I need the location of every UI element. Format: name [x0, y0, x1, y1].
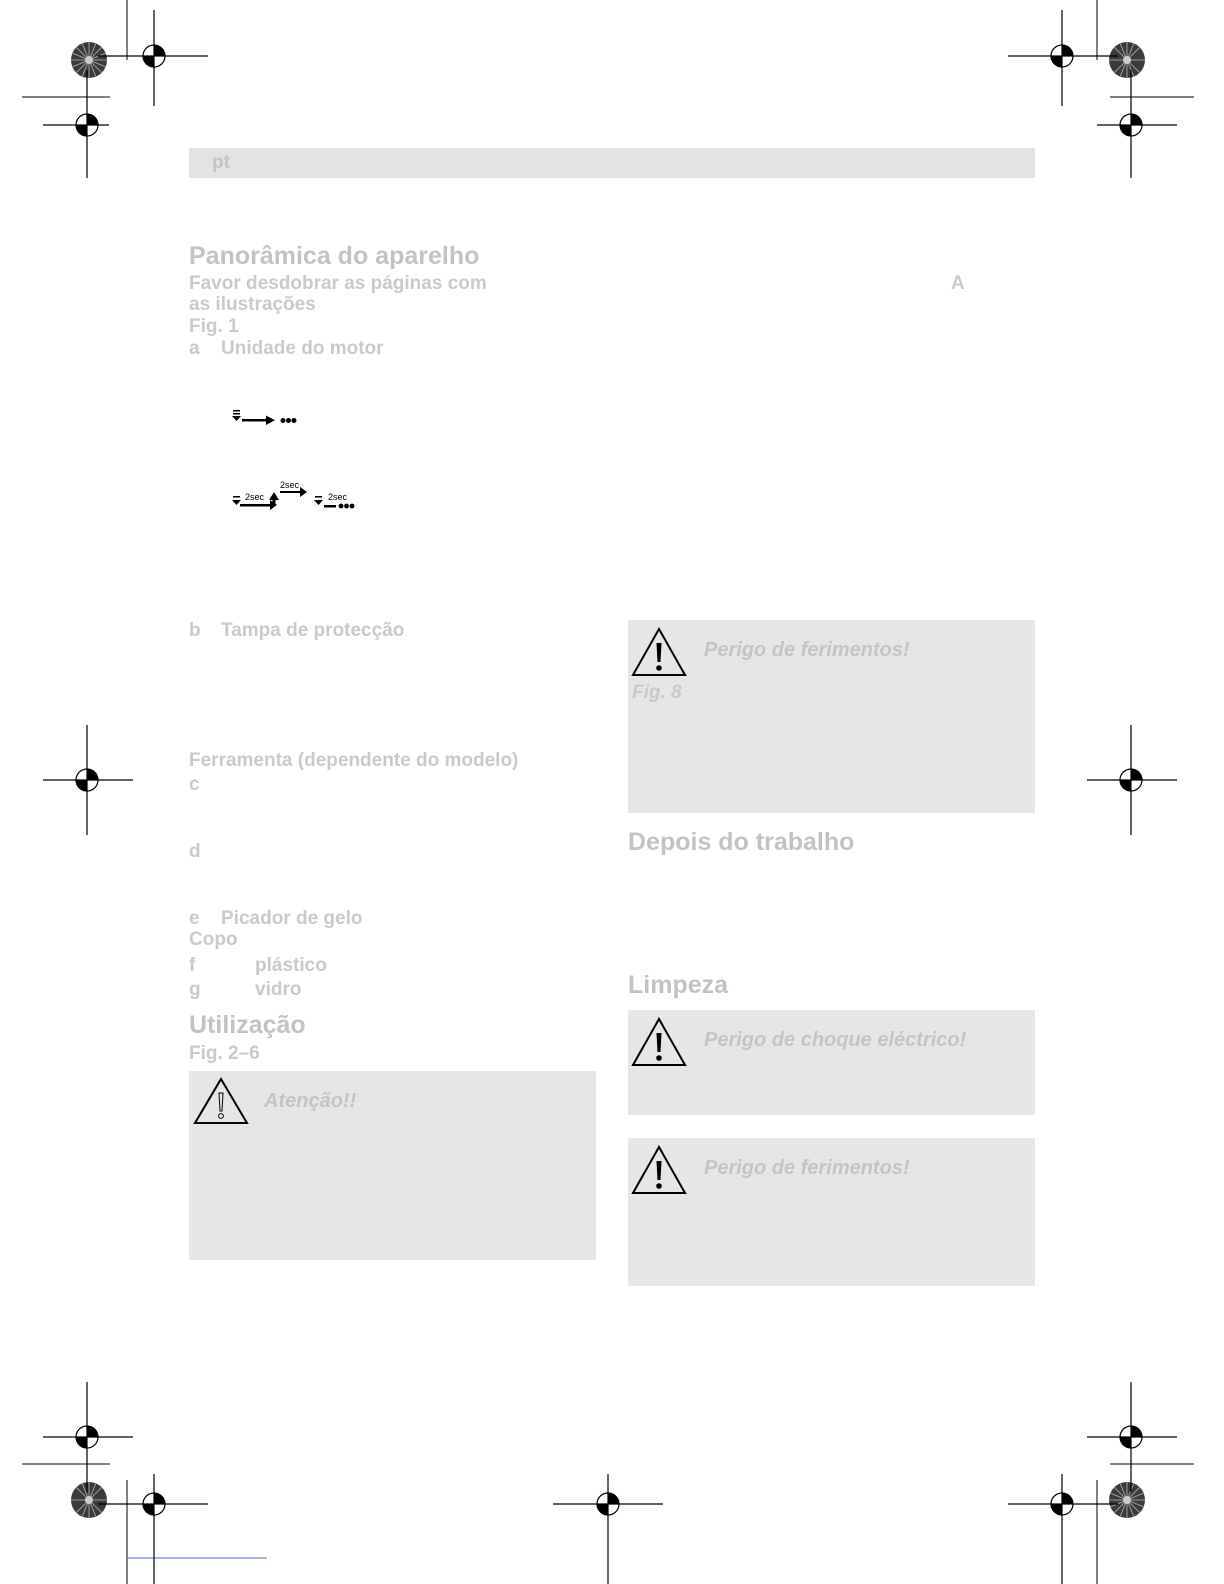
warning-triangle-icon: [631, 627, 687, 677]
registration-mark-icon: [33, 725, 143, 835]
warning-title: Perigo de choque eléctrico!: [704, 1029, 967, 1051]
section-title-depois: Depois do trabalho: [628, 828, 855, 856]
warning-title: Perigo de ferimentos!: [704, 639, 910, 661]
warning-title: Atenção!!: [264, 1090, 357, 1112]
section-title-panoramica: Panorâmica do aparelho: [189, 242, 480, 270]
warning-box-atencao: [189, 1071, 596, 1260]
duration-label: 2sec: [328, 492, 348, 502]
timed-sequence-diagram: [228, 478, 358, 514]
item-a-label: Unidade do motor: [221, 338, 384, 359]
item-d-letter: d: [189, 841, 201, 862]
figure-reference: Fig. 1: [189, 316, 239, 337]
item-f-label: plástico: [255, 955, 327, 976]
warning-triangle-icon: [631, 1145, 687, 1195]
warning-title: Perigo de ferimentos!: [704, 1157, 910, 1179]
item-b-label: Tampa de protecção: [221, 620, 405, 641]
item-e-label: Picador de gelo: [221, 908, 363, 929]
section-title-limpeza: Limpeza: [628, 971, 729, 999]
registration-mark-icon: [1008, 1474, 1118, 1584]
figure-reference: Fig. 2–6: [189, 1043, 260, 1064]
subsection-title-copo: Copo: [189, 929, 238, 950]
item-e-letter: e: [189, 908, 200, 929]
button-sequence-icon: [228, 408, 300, 428]
section-title-utilizacao: Utilização: [189, 1011, 306, 1039]
figure-reference: Fig. 8: [632, 682, 682, 703]
registration-mark-icon: [553, 1474, 663, 1584]
registration-mark-icon: [1077, 70, 1187, 180]
warning-triangle-icon: [193, 1077, 249, 1125]
intro-figure-letter: A: [951, 273, 965, 294]
item-g-label: vidro: [255, 979, 302, 1000]
language-code: pt: [212, 152, 230, 173]
duration-label: 2sec: [280, 480, 300, 490]
header-bar: [189, 148, 1035, 178]
subsection-title-ferramenta: Ferramenta (dependente do modelo): [189, 750, 519, 771]
registration-mark-icon: [98, 1474, 208, 1584]
intro-text-continued: as ilustrações: [189, 294, 316, 315]
item-b-letter: b: [189, 620, 201, 641]
registration-mark-icon: [1077, 725, 1187, 835]
item-a-letter: a: [189, 338, 200, 359]
warning-box-choque: [628, 1010, 1035, 1115]
duration-label: 2sec: [245, 492, 265, 502]
item-g-letter: g: [189, 979, 201, 1000]
intro-text: Favor desdobrar as páginas com: [189, 273, 487, 294]
warning-triangle-icon: [631, 1017, 687, 1067]
registration-mark-icon: [33, 70, 143, 180]
item-c-letter: c: [189, 774, 200, 795]
item-f-letter: f: [189, 955, 196, 976]
